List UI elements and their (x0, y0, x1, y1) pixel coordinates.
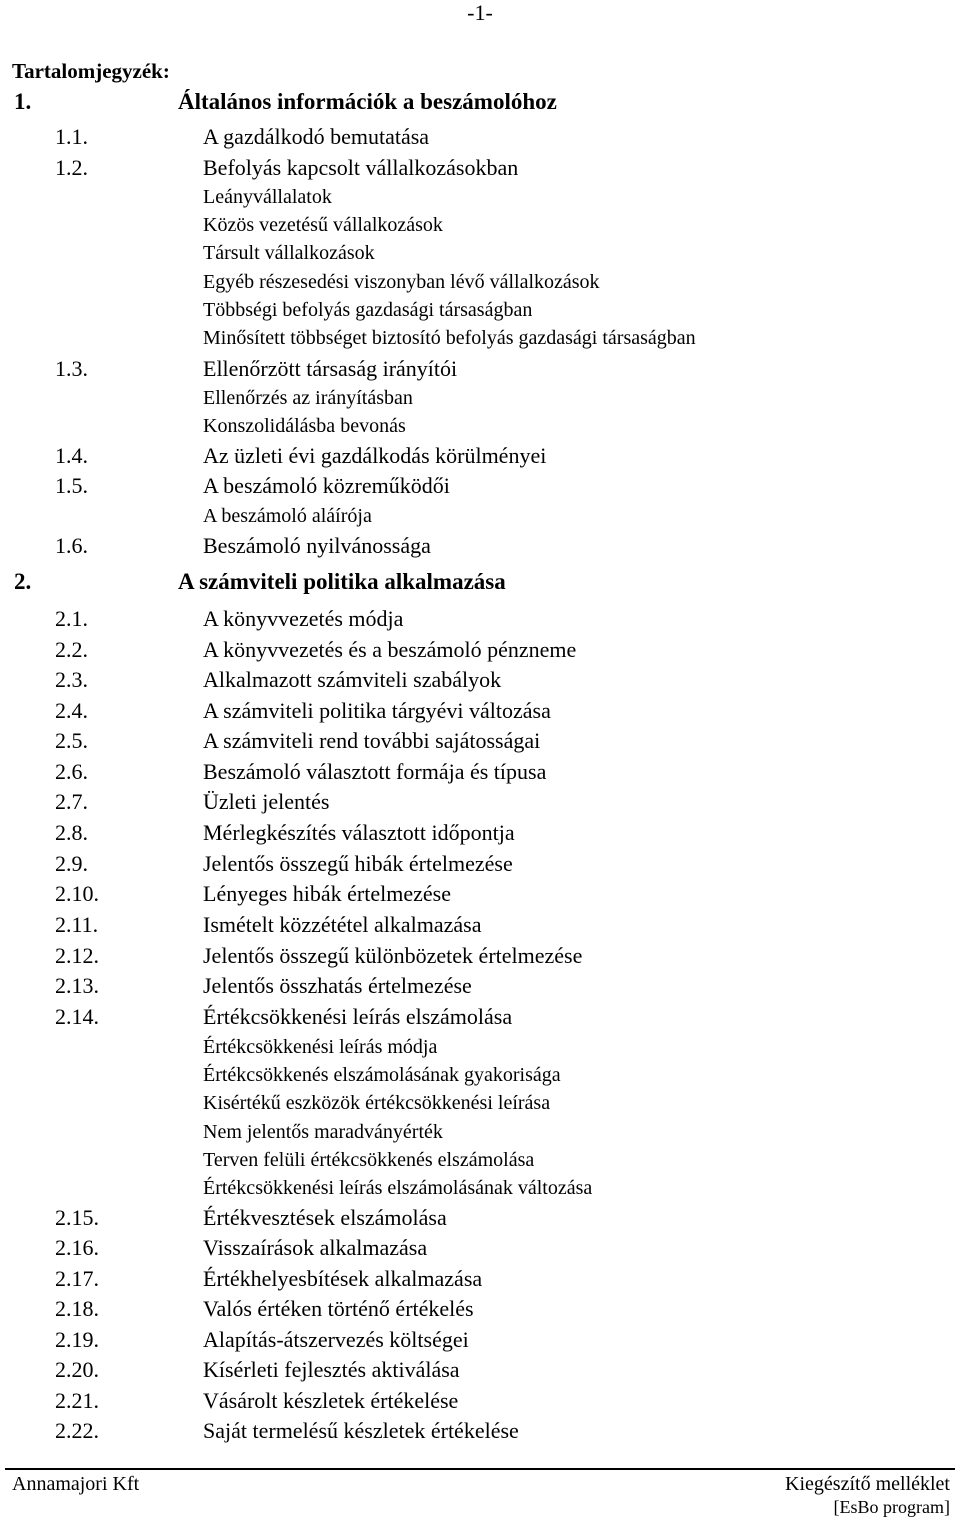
toc-entry-number: 1.2. (55, 155, 88, 180)
toc-entry-title: Többségi befolyás gazdasági társaságban (203, 299, 533, 321)
toc-entry-title: Egyéb részesedési viszonyban lévő vállalkozások (203, 271, 600, 293)
toc-entry-number: 2.5. (55, 728, 88, 753)
toc-entry-title: Közös vezetésű vállalkozások (203, 214, 443, 236)
toc-entry-number: 1.1. (55, 124, 88, 149)
toc-entry-title: A beszámoló közreműködői (203, 473, 450, 498)
toc-entry-number: 2.22. (55, 1418, 99, 1443)
toc-entry-title: Jelentős összegű különbözetek értelmezése (203, 943, 583, 968)
toc-entry-number: 2.12. (55, 943, 99, 968)
toc-entry-title: Általános információk a beszámolóhoz (178, 89, 557, 114)
toc-entry-title: A könyvvezetés módja (203, 606, 404, 631)
toc-entry-number: 2.10. (55, 881, 99, 906)
toc-entry-title: Saját termelésű készletek értékelése (203, 1418, 519, 1443)
toc-entry-title: A számviteli politika tárgyévi változása (203, 698, 551, 723)
toc-entry-title: Visszaírások alkalmazása (203, 1235, 428, 1260)
toc-entry-number: 2. (14, 569, 32, 594)
toc-entry-number: 2.6. (55, 759, 88, 784)
toc-entry-title: Kísérleti fejlesztés aktiválása (203, 1357, 460, 1382)
toc-entry-number: 2.2. (55, 637, 88, 662)
toc-entry-number: 2.14. (55, 1004, 99, 1029)
toc-entry-title: Kisértékű eszközök értékcsökkenési leírása (203, 1092, 551, 1114)
toc-entry-number: 1.4. (55, 443, 88, 468)
toc-entry-number: 2.8. (55, 820, 88, 845)
footer-document-title: Kiegészítő melléklet (785, 1473, 950, 1495)
toc-entry-title: Értékcsökkenési leírás elszámolásának változása (203, 1177, 593, 1199)
toc-entry-number: 1.3. (55, 356, 88, 381)
toc-entry-number: 2.17. (55, 1266, 99, 1291)
toc-entry-number: 1. (14, 89, 32, 114)
toc-title: Tartalomjegyzék: (12, 59, 170, 83)
toc-entry-number: 2.16. (55, 1235, 99, 1260)
footer-company: Annamajori Kft (12, 1473, 140, 1495)
toc-entry-number: 2.9. (55, 851, 88, 876)
toc-entry-title: Leányvállalatok (203, 186, 332, 208)
toc-entry-title: Értékhelyesbítések alkalmazása (203, 1266, 483, 1291)
toc-entry-number: 2.20. (55, 1357, 99, 1382)
toc-entry-title: Alkalmazott számviteli szabályok (203, 667, 502, 692)
toc-entry-title: Jelentős összegű hibák értelmezése (203, 851, 513, 876)
toc-entry-title: Konszolidálásba bevonás (203, 415, 406, 437)
toc-entry-title: Vásárolt készletek értékelése (203, 1388, 459, 1413)
toc-entry-number: 2.15. (55, 1205, 99, 1230)
toc-entry-number: 1.6. (55, 533, 88, 558)
toc-entry-title: Ellenőrzött társaság irányítói (203, 356, 458, 381)
page-number: -1- (467, 0, 493, 25)
toc-entry-number: 2.18. (55, 1296, 99, 1321)
toc-entry-title: A beszámoló aláírója (203, 505, 372, 527)
footer-divider (5, 1468, 955, 1470)
toc-entry-title: Befolyás kapcsolt vállalkozásokban (203, 155, 519, 180)
toc-entry-title: Értékcsökkenés elszámolásának gyakorisága (203, 1064, 561, 1086)
toc-entry-title: Az üzleti évi gazdálkodás körülményei (203, 443, 547, 468)
toc-entry-title: Üzleti jelentés (203, 789, 330, 814)
toc-entry-title: Értékcsökkenési leírás módja (203, 1036, 438, 1058)
toc-entry-title: Mérlegkészítés választott időpontja (203, 820, 515, 845)
footer-program-tag: [EsBo program] (833, 1497, 950, 1517)
toc-entry-number: 2.4. (55, 698, 88, 723)
toc-entry-title: A gazdálkodó bemutatása (203, 124, 430, 149)
toc-entry-title: A számviteli rend további sajátosságai (203, 728, 541, 753)
toc-entry-number: 1.5. (55, 473, 88, 498)
toc-entry-title: Beszámoló választott formája és típusa (203, 759, 547, 784)
toc-entry-title: A könyvvezetés és a beszámoló pénzneme (203, 637, 577, 662)
toc-entry-title: Alapítás-átszervezés költségei (203, 1327, 469, 1352)
toc-entry-number: 2.11. (55, 912, 99, 937)
toc-entry-title: Ismételt közzététel alkalmazása (203, 912, 482, 937)
toc-entry-number: 2.1. (55, 606, 88, 631)
toc-entry-title: Társult vállalkozások (203, 242, 375, 264)
toc-entry-title: Minősített többséget biztosító befolyás gazdasági társaságban (203, 327, 696, 349)
toc-entry-title: Beszámoló nyilvánossága (203, 533, 431, 558)
toc-entry-number: 2.19. (55, 1327, 99, 1352)
toc-entry-title: Terven felüli értékcsökkenés elszámolása (203, 1149, 535, 1171)
toc-entry-number: 2.21. (55, 1388, 99, 1413)
toc-entry-title: Nem jelentős maradványérték (203, 1121, 443, 1143)
toc-entry-title: Jelentős összhatás értelmezése (203, 973, 472, 998)
toc-entry-number: 2.3. (55, 667, 88, 692)
toc-entry-number: 2.7. (55, 789, 88, 814)
toc-entry-title: Ellenőrzés az irányításban (203, 387, 413, 409)
toc-entry-title: A számviteli politika alkalmazása (178, 569, 506, 594)
toc-entry-title: Valós értéken történő értékelés (203, 1296, 474, 1321)
toc-entry-title: Értékvesztések elszámolása (203, 1205, 447, 1230)
toc-entry-title: Értékcsökkenési leírás elszámolása (203, 1004, 513, 1029)
toc-entry-title: Lényeges hibák értelmezése (203, 881, 451, 906)
toc-entry-number: 2.13. (55, 973, 99, 998)
